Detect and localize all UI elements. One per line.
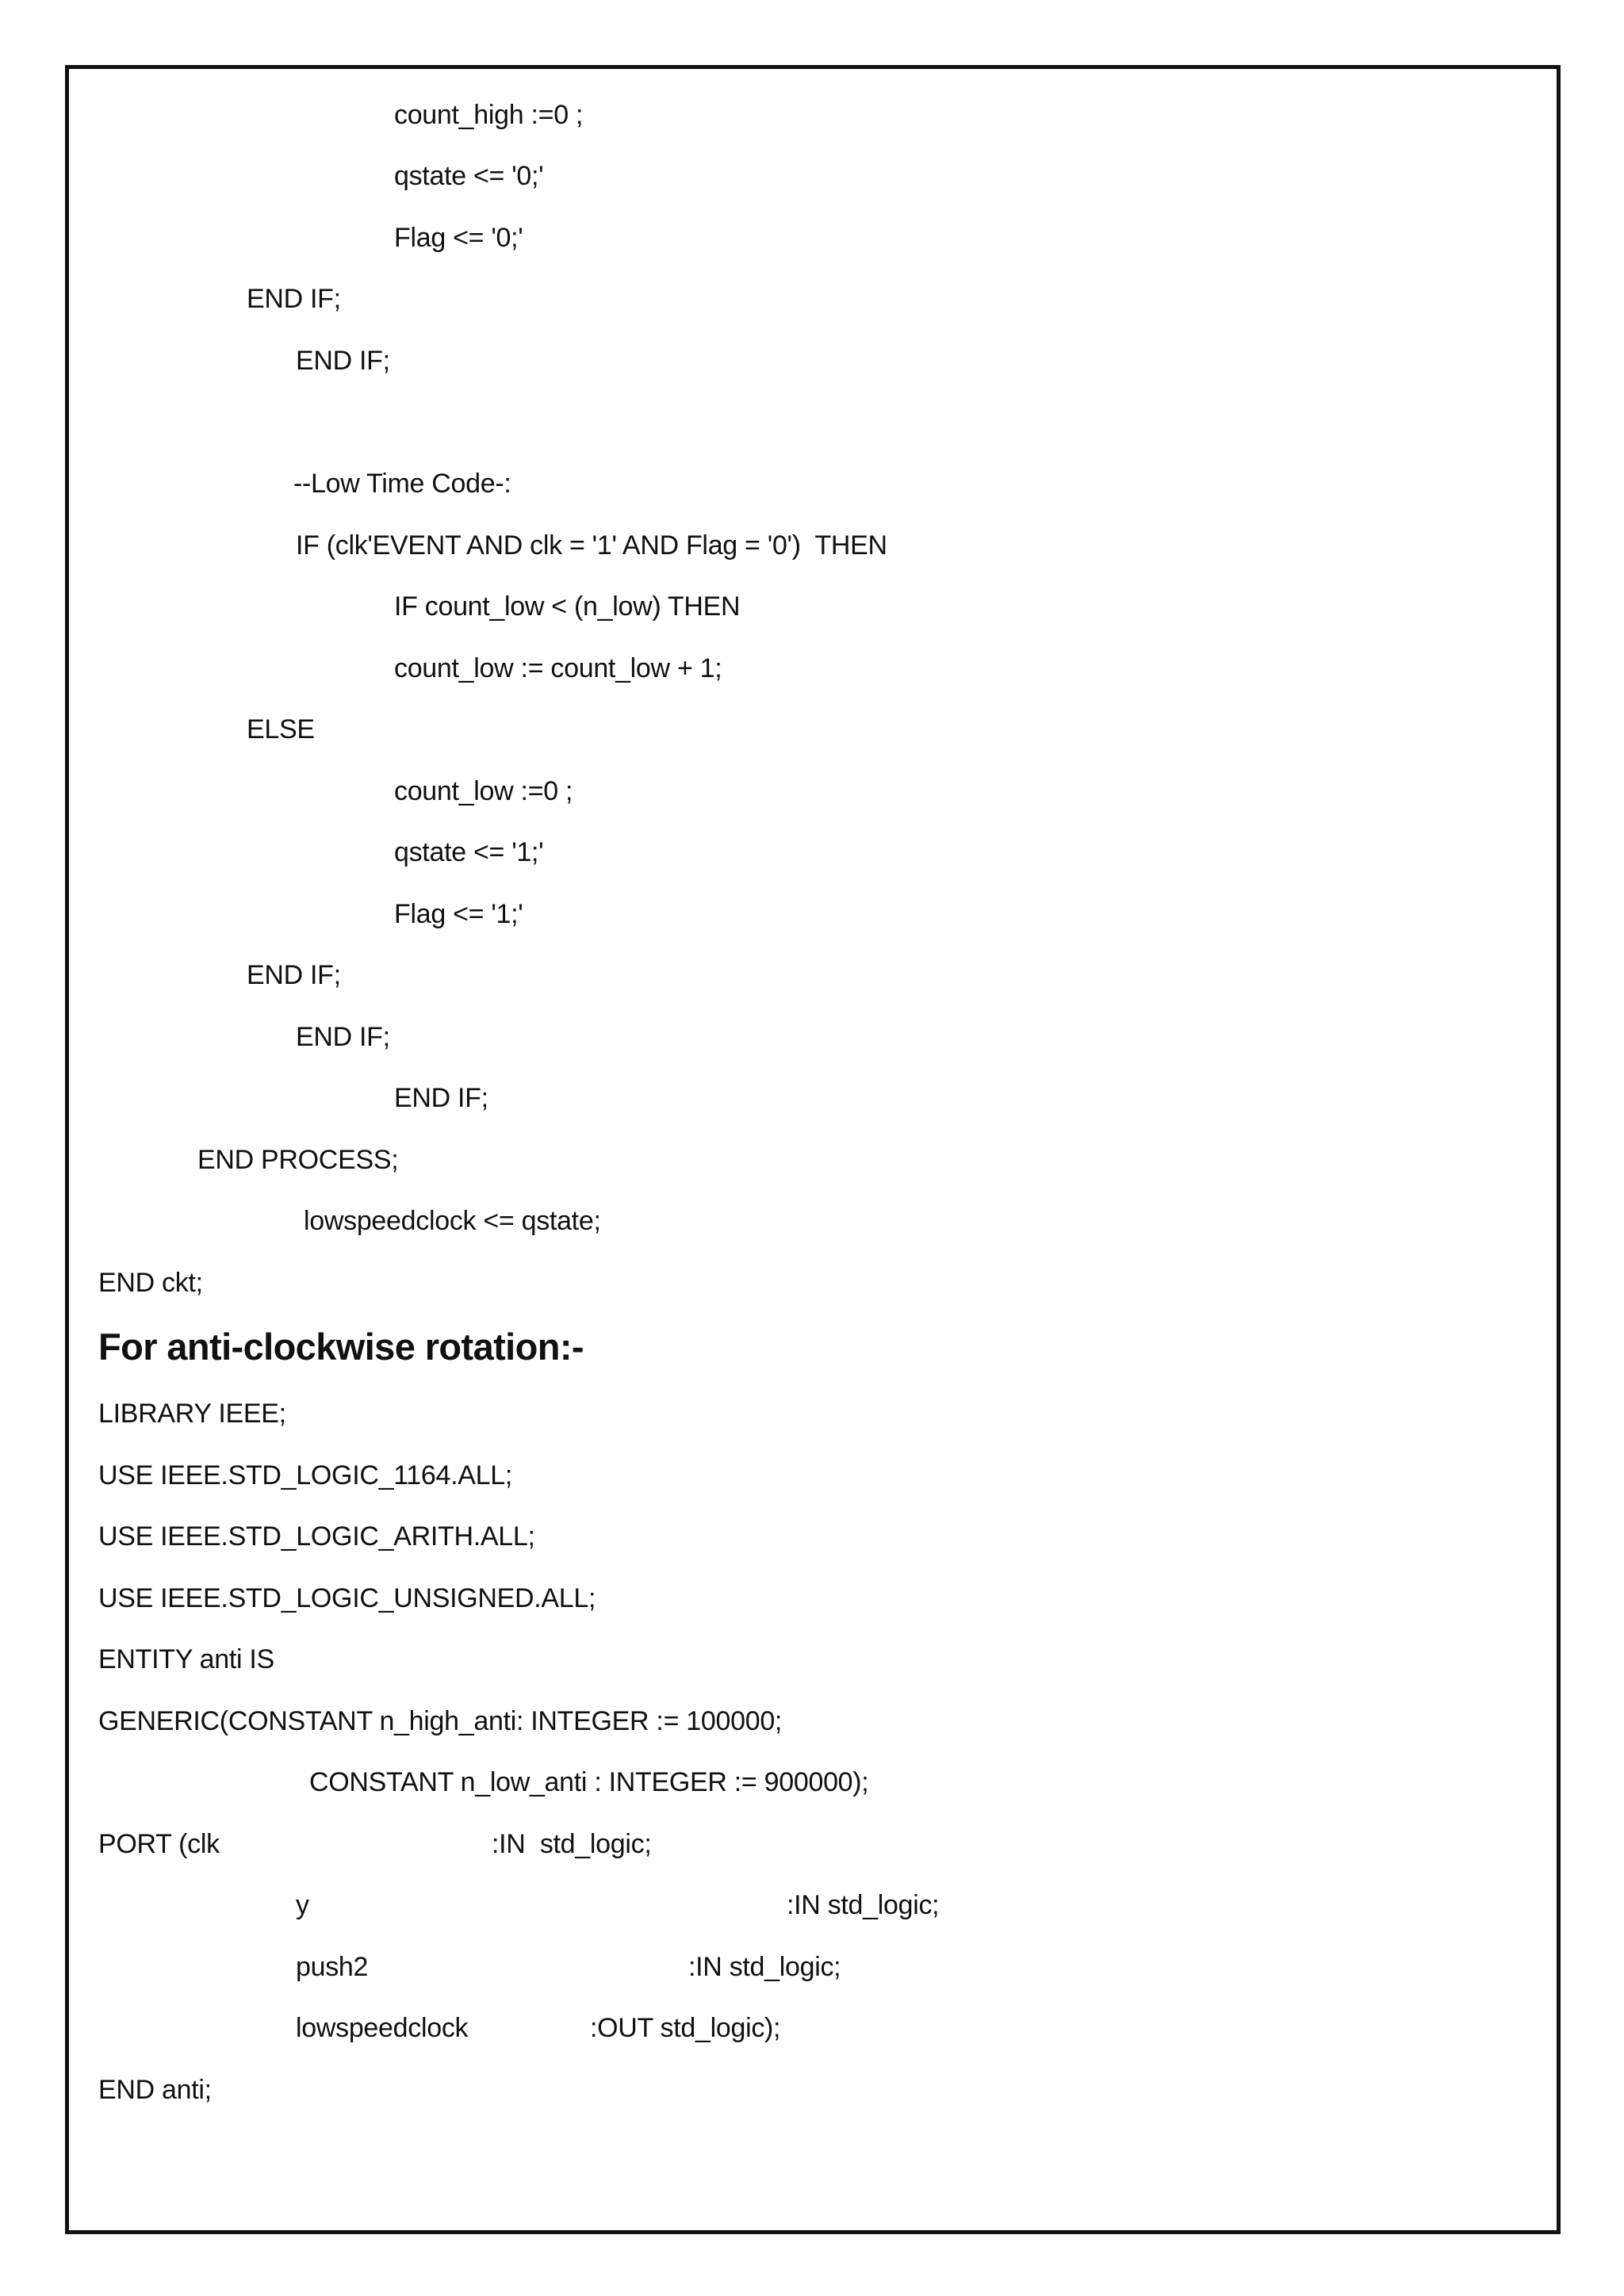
code-line: END IF; — [296, 346, 390, 376]
port-type: :IN std_logic; — [492, 1829, 652, 1859]
code-line: ENTITY anti IS — [98, 1644, 274, 1674]
code-line: count_low := count_low + 1; — [394, 653, 722, 683]
code-line: --Low Time Code-: — [293, 469, 511, 499]
code-line: qstate <= '0;' — [394, 161, 544, 191]
code-line: END IF; — [247, 960, 341, 990]
code-line: END IF; — [394, 1083, 488, 1113]
port-name: y — [296, 1890, 309, 1920]
port-name: lowspeedclock — [296, 2013, 469, 2043]
code-line: IF (clk'EVENT AND clk = '1' AND Flag = '0') THEN — [296, 530, 887, 561]
code-line: IF count_low < (n_low) THEN — [394, 591, 741, 622]
code-line: END ckt; — [98, 1268, 203, 1298]
code-line: Flag <= '1;' — [394, 899, 523, 929]
code-line: END IF; — [247, 284, 341, 314]
code-line: lowspeedclock <= qstate; — [304, 1206, 601, 1236]
code-line: USE IEEE.STD_LOGIC_UNSIGNED.ALL; — [98, 1583, 596, 1613]
port-type: :IN std_logic; — [688, 1952, 841, 1982]
code-line: qstate <= '1;' — [394, 837, 544, 867]
code-line: Flag <= '0;' — [394, 223, 523, 253]
code-line: END PROCESS; — [197, 1145, 399, 1175]
port-type: :OUT std_logic); — [590, 2013, 781, 2043]
code-line: LIBRARY IEEE; — [98, 1399, 286, 1429]
code-line: count_low :=0 ; — [394, 776, 573, 806]
port-name: push2 — [296, 1952, 369, 1982]
code-line: count_high :=0 ; — [394, 100, 584, 130]
port-name: PORT (clk — [98, 1829, 220, 1859]
code-line: CONSTANT n_low_anti : INTEGER := 900000); — [309, 1767, 869, 1797]
code-line: GENERIC(CONSTANT n_high_anti: INTEGER := 100000; — [98, 1706, 783, 1736]
code-line: USE IEEE.STD_LOGIC_1164.ALL; — [98, 1460, 513, 1490]
code-line: ELSE — [247, 714, 315, 744]
code-line: USE IEEE.STD_LOGIC_ARITH.ALL; — [98, 1521, 535, 1552]
code-line: END IF; — [296, 1022, 390, 1052]
code-line: END anti; — [98, 2075, 212, 2105]
port-type: :IN std_logic; — [787, 1890, 940, 1920]
section-heading: For anti-clockwise rotation:- — [98, 1326, 584, 1368]
